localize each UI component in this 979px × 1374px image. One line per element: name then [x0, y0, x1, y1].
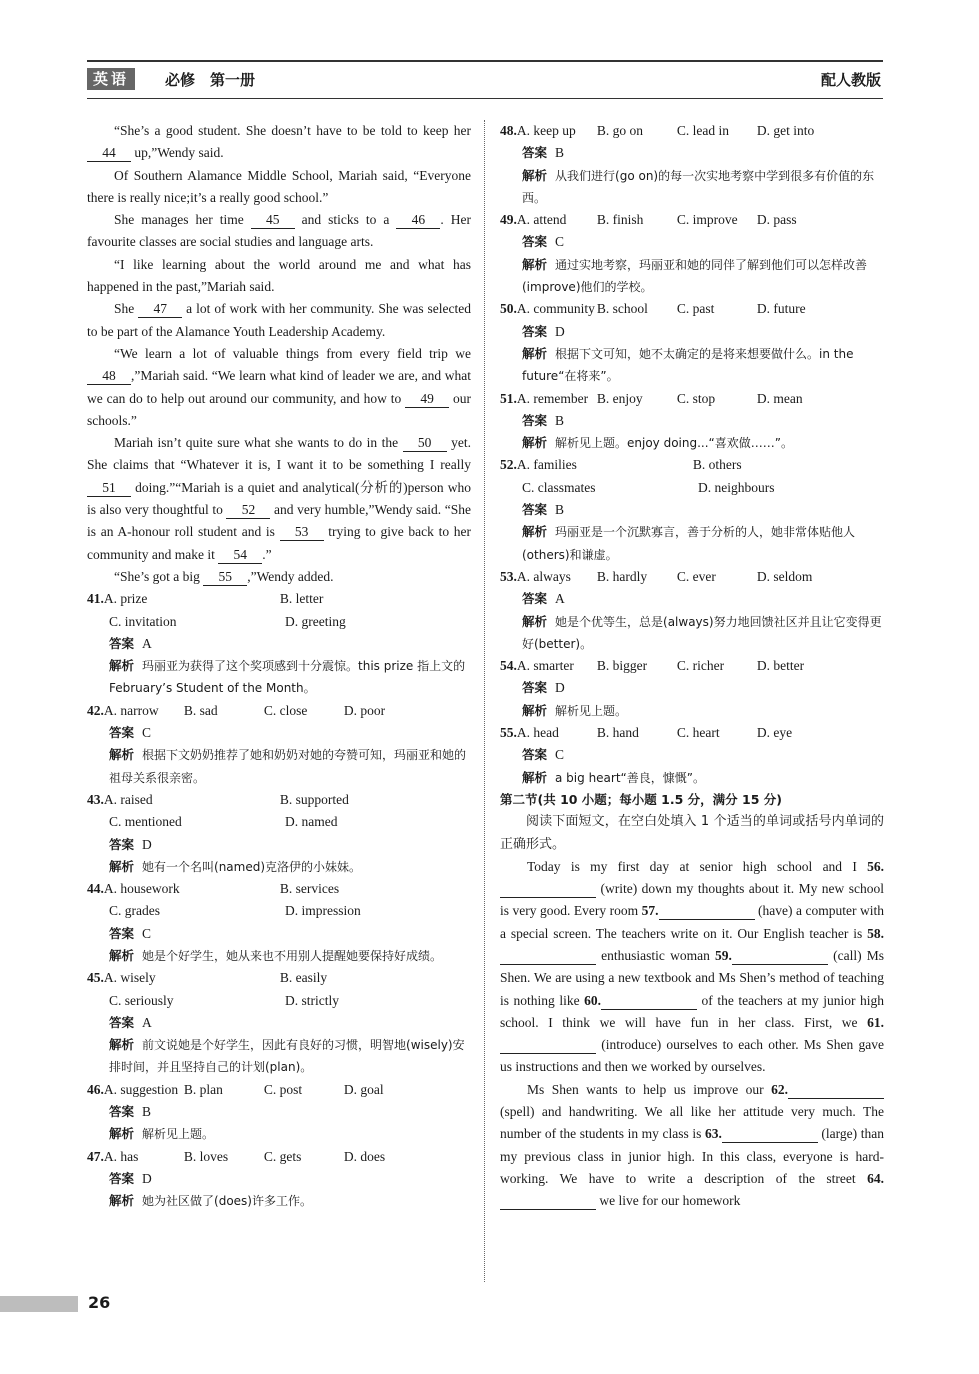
answer-value: D	[142, 836, 152, 852]
option-text: B. others	[692, 457, 742, 473]
answer-label: 答案	[522, 234, 548, 250]
blank-number: 50	[403, 434, 447, 452]
answer-value: A	[142, 635, 152, 651]
analysis-line	[500, 700, 884, 722]
option-text: A. prize	[103, 591, 148, 607]
option-text: B. hardly	[596, 568, 648, 584]
analysis-text: 前文说她是个好学生，因此有良好的习惯，明智地(wisely)安排时间，并且坚持自己的计划(plan)。	[109, 1038, 465, 1075]
analysis-text: 她是个优等生，总是(always)努力地回馈社区并且让它变得更好(better)。	[522, 614, 882, 651]
analysis-text: 玛丽亚是一个沉默寡言，善于分析的人，她非常体贴他人(others)和谦虚。	[522, 525, 856, 562]
blank-number: 60.	[584, 992, 602, 1008]
option-text: D. better	[756, 658, 805, 674]
option-text: D. greeting	[285, 613, 346, 629]
blank-number: 44	[87, 144, 131, 162]
analysis-line	[500, 165, 884, 210]
question-item	[500, 388, 884, 410]
answer-label: 答案	[109, 925, 135, 941]
page-number-bar	[0, 1296, 78, 1312]
blank-number: 55	[203, 568, 247, 586]
answer-value: B	[555, 412, 565, 428]
answer-line	[87, 1012, 471, 1034]
analysis-label: 解析	[109, 1126, 135, 1142]
question-number: 45.	[87, 970, 104, 986]
option-text: D. neighbours	[698, 479, 775, 495]
option-text: B. loves	[183, 1148, 229, 1164]
answer-line	[500, 744, 884, 766]
question-list-left	[87, 588, 471, 1212]
blank-number: 64.	[867, 1170, 884, 1186]
analysis-label: 解析	[109, 1037, 135, 1053]
answer-label: 答案	[522, 323, 548, 339]
answer-blank	[500, 1036, 596, 1054]
passage-paragraph: Of Southern Alamance Middle School, Mariah said, “Everyone there is really nice;it’s a really good school.”	[87, 167, 471, 205]
answer-value: C	[555, 234, 565, 250]
option-text: C. grades	[109, 903, 160, 919]
question-item	[87, 700, 471, 722]
answer-label: 答案	[522, 502, 548, 518]
question-item	[87, 1146, 471, 1168]
answer-value: B	[555, 145, 565, 161]
analysis-line	[87, 1123, 471, 1145]
blank-number: 46	[396, 211, 440, 229]
answer-value: B	[555, 502, 565, 518]
section-title: 第二节(共 10 小题；每小题 1.5 分，满分 15 分)	[500, 791, 782, 807]
question-number: 55.	[500, 725, 517, 741]
option-text: C. seriously	[109, 992, 174, 1008]
answer-line	[500, 142, 884, 164]
question-number: 42.	[87, 702, 104, 718]
option-text: D. poor	[343, 702, 386, 718]
option-text: B. supported	[279, 791, 349, 807]
analysis-text: 从我们进行(go on)的每一次实地考察中学到很多有价值的东西。	[522, 168, 875, 205]
answer-blank	[732, 947, 828, 965]
answer-label: 答案	[522, 145, 548, 161]
answer-value: A	[142, 1014, 152, 1030]
answer-label: 答案	[109, 635, 135, 651]
answer-line	[87, 923, 471, 945]
blank-number: 59.	[715, 947, 732, 963]
option-text: B. sad	[183, 702, 218, 718]
edition-label: 配人教版	[820, 71, 881, 89]
option-text: A. smarter	[516, 658, 574, 674]
answer-blank	[722, 1125, 818, 1143]
answer-blank	[500, 1192, 596, 1210]
grammar-passage-2: Ms Shen wants to help us improve our 62. (spell) and handwriting. We all like her attitude very much. The number of the students in my class is 63. (large) than my previous class in junior high. In this class, everyone is hard-working. We have to write a description of the street 64. we live for our homework	[500, 1081, 884, 1209]
passage-paragraph: “I like learning about the world around me and what has happened in the past,”Mariah said.	[87, 256, 471, 295]
passage-paragraph: She 47 a lot of work with her community. She was selected to be part of the Alamance Youth Leadership Academy.	[87, 301, 472, 339]
question-item	[500, 454, 884, 476]
answer-label: 答案	[522, 747, 548, 763]
analysis-text: 根据下文奶奶推荐了她和奶奶对她的夸赞可知，玛丽亚和她的祖母关系很亲密。	[109, 748, 467, 785]
analysis-line	[87, 945, 471, 967]
analysis-label: 解析	[522, 524, 548, 540]
option-text: A. narrow	[103, 702, 159, 718]
blank-number: 54	[218, 546, 262, 564]
page-number: 26	[88, 1293, 111, 1312]
left-column	[87, 120, 471, 1213]
option-text: B. easily	[279, 970, 328, 986]
grammar-passage-1: Today is my first day at senior high school and I 56. (write) down my thoughts about it. My new school is very good. Every room 57. (have) a computer with a special screen. The teachers write on it. Our English teacher is 58. enthusiastic woman 59. (call) Ms Shen. We are using a new textbook and Ms Shen’s method of teaching is nothing like 60. of the teachers at my junior high school. I think we will have fun in her class. First, we 61. (introduce) ourselves to each other. Ms Shen gave us instructions and then we worked by ourselves.	[500, 858, 885, 1075]
analysis-line	[500, 343, 884, 388]
option-text: D. impression	[285, 903, 361, 919]
option-text: C. past	[676, 301, 715, 317]
blank-number: 61.	[867, 1014, 884, 1030]
option-text: B. go on	[596, 123, 644, 138]
answer-blank	[659, 902, 755, 920]
option-text: D. get into	[756, 123, 815, 138]
question-options-row	[87, 900, 471, 922]
analysis-label: 解析	[522, 702, 548, 718]
answer-blank	[788, 1081, 884, 1099]
option-text: C. richer	[676, 658, 725, 674]
question-number: 49.	[500, 212, 517, 228]
answer-value: C	[555, 747, 565, 763]
question-options-row	[87, 811, 471, 833]
reading-passage	[87, 120, 471, 588]
question-number: 53.	[500, 568, 517, 584]
answer-value: D	[555, 680, 565, 696]
answer-value: C	[142, 925, 152, 941]
option-text: B. hand	[596, 725, 639, 741]
book-title: 必修 第一册	[165, 71, 256, 89]
analysis-line	[500, 432, 884, 454]
analysis-text: 解析见上题。	[555, 703, 628, 718]
analysis-label: 解析	[522, 256, 548, 272]
question-options-row	[87, 611, 471, 633]
analysis-text: 玛丽亚为获得了这个奖项感到十分震惊。this prize 指上文的 February’s Student of the Month。	[109, 659, 466, 696]
answer-line	[87, 722, 471, 744]
option-text: C. lead in	[676, 123, 729, 138]
question-number: 51.	[500, 390, 517, 406]
analysis-label: 解析	[109, 947, 135, 963]
blank-number: 56.	[867, 858, 884, 874]
option-text: D. mean	[756, 390, 803, 406]
question-number: 46.	[87, 1081, 104, 1097]
blank-number: 62.	[771, 1081, 788, 1097]
analysis-text: 通过实地考察，玛丽亚和她的同伴了解到他们可以怎样改善(improve)他们的学校。	[522, 257, 868, 295]
analysis-label: 解析	[522, 613, 548, 629]
analysis-label: 解析	[109, 747, 135, 763]
blank-number: 47	[138, 300, 182, 318]
analysis-label: 解析	[109, 858, 135, 874]
option-text: B. enjoy	[596, 390, 643, 406]
option-text: D. named	[285, 814, 338, 830]
answer-label: 答案	[109, 725, 135, 741]
question-number: 54.	[500, 658, 517, 674]
answer-label: 答案	[522, 680, 548, 696]
passage-paragraph: “We learn a lot of valuable things from every field trip we 48 ,”Mariah said. “We learn what kind of leader we are, and what we can do to help out around our community, and how to 49 our schools.”	[87, 345, 472, 428]
option-text: B. bigger	[596, 658, 648, 674]
option-text: D. does	[343, 1148, 386, 1164]
blank-number: 48	[87, 367, 131, 385]
blank-number: 57.	[641, 903, 659, 919]
option-text: D. future	[756, 301, 806, 317]
section-instruction: 阅读下面短文，在空白处填入 1 个适当的单词或括号内单词的正确形式。	[500, 814, 884, 852]
question-number: 41.	[87, 591, 104, 607]
answer-value: A	[555, 591, 565, 607]
answer-line	[87, 1101, 471, 1123]
answer-label: 答案	[109, 1104, 135, 1120]
analysis-line	[87, 1190, 471, 1212]
analysis-text: 解析见上题。enjoy doing...“喜欢做……”。	[555, 436, 793, 451]
analysis-line	[87, 744, 471, 789]
question-item	[500, 209, 884, 231]
question-item	[500, 655, 884, 677]
analysis-text: 她为社区做了(does)许多工作。	[142, 1194, 312, 1209]
option-text: C. improve	[676, 212, 738, 228]
blank-number: 63.	[704, 1126, 722, 1142]
answer-label: 答案	[522, 591, 548, 607]
analysis-label: 解析	[522, 435, 548, 451]
option-text: C. classmates	[522, 479, 596, 495]
option-text: C. post	[263, 1081, 303, 1097]
blank-number: 51	[87, 479, 131, 497]
option-text: A. housework	[103, 881, 180, 897]
answer-blank	[500, 880, 596, 898]
passage-paragraph: “She’s got a big 55 ,”Wendy added.	[114, 568, 334, 584]
answer-value: B	[142, 1104, 152, 1120]
option-text: C. close	[263, 702, 308, 718]
option-text: B. finish	[596, 212, 644, 228]
option-text: D. pass	[756, 212, 797, 228]
passage-paragraph: Mariah isn’t quite sure what she wants to do in the 50 yet. She claims that “Whatever it is, I want it to be something I really 51 doing.”“Mariah is a quiet and analytical(分析的)person who is also very thoughtful to 52 and very humble,”Wendy said. “She is an A-honour roll student and is 53 trying to give back to her community and make it 54 .”	[87, 435, 472, 562]
right-column	[500, 120, 884, 1213]
answer-blank	[601, 992, 697, 1010]
answer-line	[500, 410, 884, 432]
analysis-label: 解析	[522, 167, 548, 183]
passage-paragraph: She manages her time 45 and sticks to a 46 . Her favourite classes are social studies and language arts.	[87, 212, 471, 250]
answer-line	[500, 321, 884, 343]
question-options-row	[87, 990, 471, 1012]
analysis-line	[87, 856, 471, 878]
question-item	[500, 566, 884, 588]
question-item	[87, 789, 471, 811]
option-text: B. letter	[279, 591, 324, 607]
answer-label: 答案	[109, 1014, 135, 1030]
analysis-line	[500, 767, 884, 789]
answer-line	[500, 231, 884, 253]
option-text: C. ever	[676, 568, 716, 584]
page-header	[87, 60, 883, 99]
question-number: 43.	[87, 791, 104, 807]
analysis-label: 解析	[522, 769, 548, 785]
question-item	[500, 298, 884, 320]
analysis-text: 解析见上题。	[142, 1127, 215, 1142]
question-number: 50.	[500, 301, 517, 317]
question-number: 52.	[500, 457, 517, 473]
option-text: A. head	[516, 725, 559, 741]
option-text: C. stop	[676, 390, 716, 406]
answer-label: 答案	[522, 412, 548, 428]
blank-number: 53	[280, 523, 324, 541]
analysis-line	[500, 521, 884, 566]
option-text: D. seldom	[756, 568, 813, 584]
analysis-label: 解析	[109, 658, 135, 674]
option-text: D. strictly	[285, 992, 339, 1008]
answer-blank	[500, 947, 596, 965]
question-options-row	[500, 477, 884, 499]
option-text: A. remember	[516, 390, 589, 406]
option-text: A. suggestion	[103, 1081, 179, 1097]
option-text: B. services	[279, 881, 340, 897]
answer-label: 答案	[109, 836, 135, 852]
answer-value: D	[555, 323, 565, 339]
option-text: A. attend	[516, 212, 567, 228]
blank-number: 49	[405, 390, 449, 408]
question-item	[87, 878, 471, 900]
question-item	[500, 722, 884, 744]
answer-line	[87, 633, 471, 655]
analysis-text: 她是个好学生，她从来也不用别人提醒她要保持好成绩。	[142, 948, 443, 963]
option-text: D. goal	[343, 1081, 384, 1097]
analysis-label: 解析	[522, 345, 548, 361]
blank-number: 45	[251, 211, 295, 229]
answer-line	[500, 677, 884, 699]
option-text: A. keep up	[516, 123, 576, 138]
question-item	[87, 967, 471, 989]
option-text: A. wisely	[103, 970, 156, 986]
option-text: D. eye	[756, 725, 793, 741]
question-item	[500, 120, 884, 142]
analysis-label: 解析	[109, 1193, 135, 1209]
analysis-line	[87, 655, 471, 700]
blank-number: 58.	[867, 925, 884, 941]
analysis-text: a big heart“善良，慷慨”。	[555, 770, 705, 785]
answer-line	[500, 588, 884, 610]
column-divider	[484, 120, 485, 1282]
option-text: A. community	[516, 301, 595, 317]
question-number: 47.	[87, 1148, 104, 1164]
option-text: C. mentioned	[109, 814, 182, 830]
option-text: B. plan	[183, 1081, 223, 1097]
answer-line	[500, 499, 884, 521]
analysis-line	[87, 1034, 471, 1079]
option-text: A. always	[516, 568, 571, 584]
answer-line	[87, 834, 471, 856]
option-text: B. school	[596, 301, 648, 317]
option-text: C. invitation	[109, 613, 177, 629]
answer-value: C	[142, 725, 152, 741]
subject-label: 英语	[87, 68, 135, 90]
question-number: 44.	[87, 881, 104, 897]
option-text: C. heart	[676, 725, 720, 741]
question-item	[87, 588, 471, 610]
analysis-line	[500, 254, 884, 299]
answer-line	[87, 1168, 471, 1190]
passage-paragraph: “She’s a good student. She doesn’t have to be told to keep her 44 up,”Wendy said.	[87, 120, 471, 165]
answer-label: 答案	[109, 1170, 135, 1186]
option-text: A. raised	[103, 791, 153, 807]
question-number: 48.	[500, 123, 517, 138]
question-list-right	[500, 120, 884, 789]
blank-number: 52	[226, 501, 270, 519]
option-text: C. gets	[263, 1148, 302, 1164]
option-text: A. families	[516, 457, 577, 473]
question-item	[87, 1079, 471, 1101]
answer-value: D	[142, 1170, 152, 1186]
option-text: A. has	[103, 1148, 139, 1164]
analysis-line	[500, 611, 884, 656]
analysis-text: 她有一个名叫(named)克洛伊的小妹妹。	[142, 859, 362, 874]
analysis-text: 根据下文可知，她不太确定的是将来想要做什么。in the future“在将来”。	[522, 346, 854, 384]
